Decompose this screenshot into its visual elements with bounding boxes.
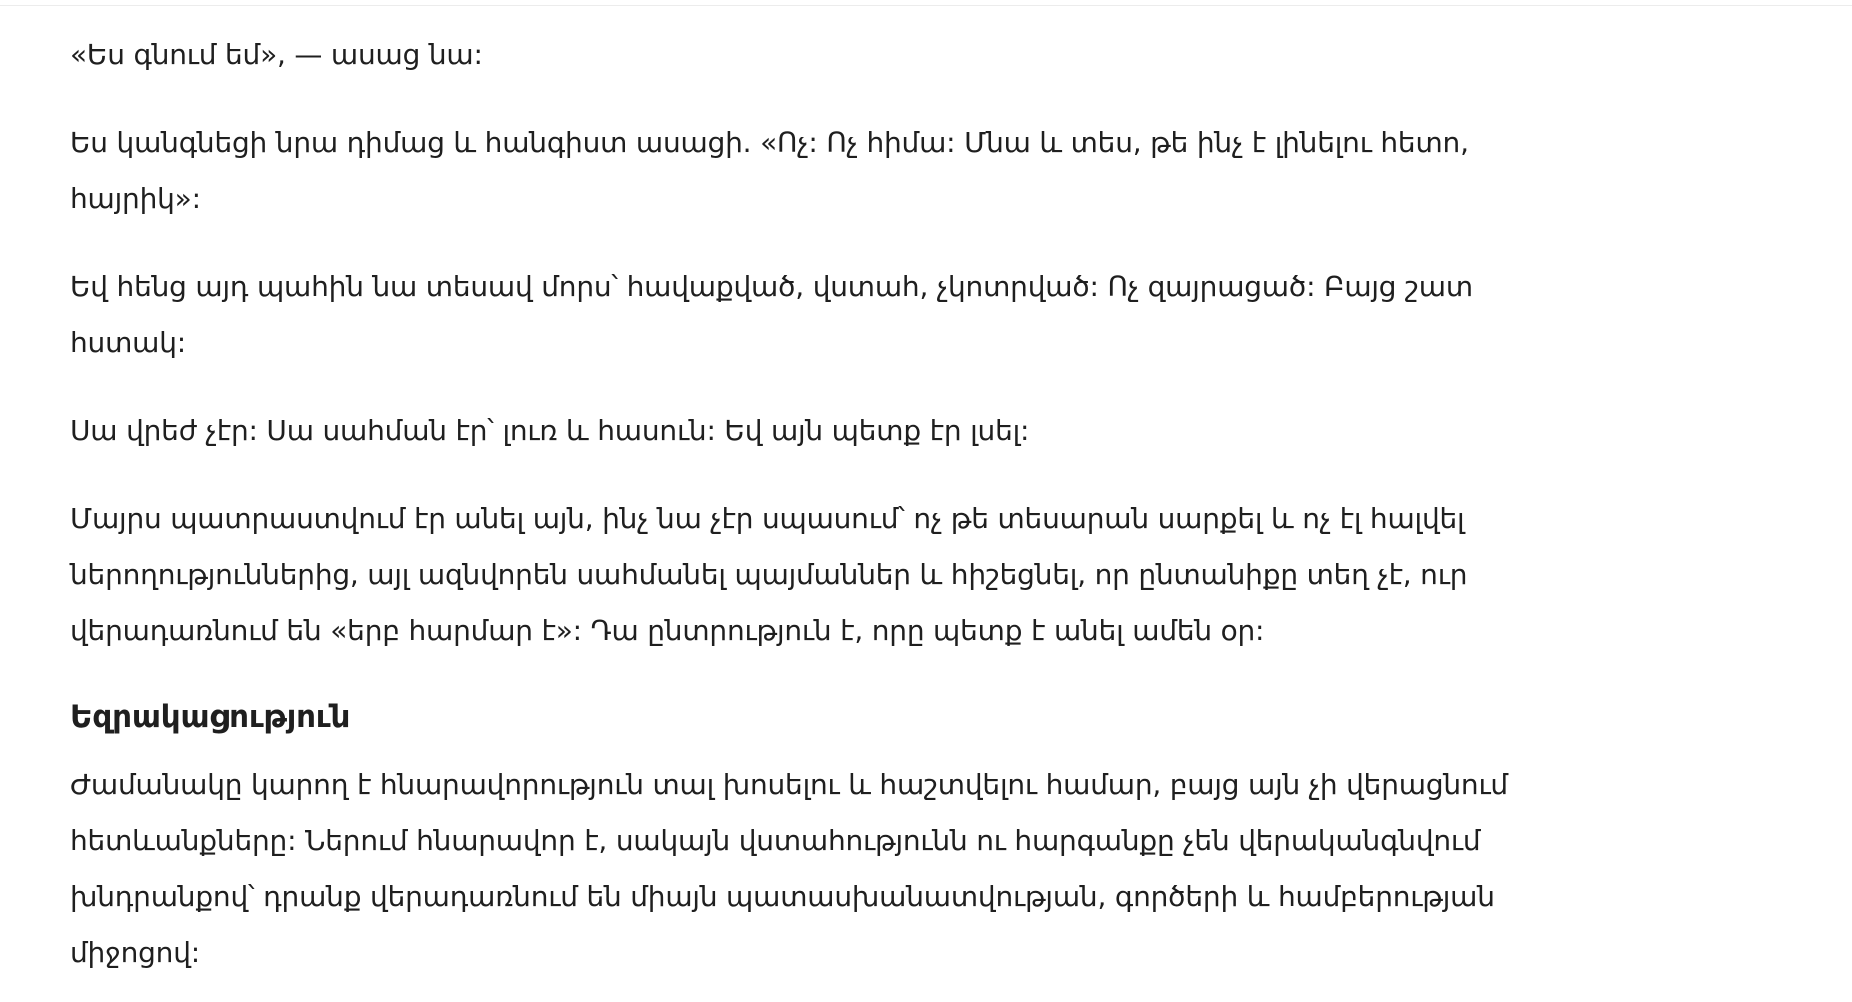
top-divider [0,0,1852,6]
paragraph-1: «Ես գնում եմ», — ասաց նա: [70,38,483,71]
paragraph-3: Եվ հենց այդ պահին նա տեսավ մորս՝ հավաքված, վստահ, չկոտրված: Ոչ զայրացած: Բայց շատ հստակ: [70,270,1473,359]
conclusion-paragraph: Ժամանակը կարող է հնարավորություն տալ խոսելու և հաշտվելու համար, բայց այն չի վերացնում հետևանքները: Ներում հնարավոր է, սակայն վստահությունն ու հարգանքը չեն վերականգնվում խնդրանքով՝ դրանք վերադառնում են միայն պատասխանատվության, գործերի և համբերության միջոցով: [70,768,1508,969]
section-heading: Եզրակացություն [70,699,351,735]
article-body [70,27,1570,981]
paragraph-4: Սա վրեժ չէր: Սա սահման էր՝ լուռ և հասուն: Եվ այն պետք էր լսել: [70,414,1030,447]
paragraph-5: Մայրս պատրաստվում էր անել այն, ինչ նա չէր սպասում՝ ոչ թե տեսարան սարքել և ոչ էլ հալվել ներողություններից, այլ ազնվորեն սահմանել պայմաններ և հիշեցնել, որ ընտանիքը տեղ չէ, ուր վերադառնում են «երբ հարմար է»: Դա ընտրություն է, որը պետք է անել ամեն օր: [70,502,1468,647]
paragraph-2: Ես կանգնեցի նրա դիմաց և հանգիստ ասացի. «Ոչ: Ոչ հիմա: Մնա և տես, թե ինչ է լինելու հետո, հայրիկ»: [70,126,1469,215]
